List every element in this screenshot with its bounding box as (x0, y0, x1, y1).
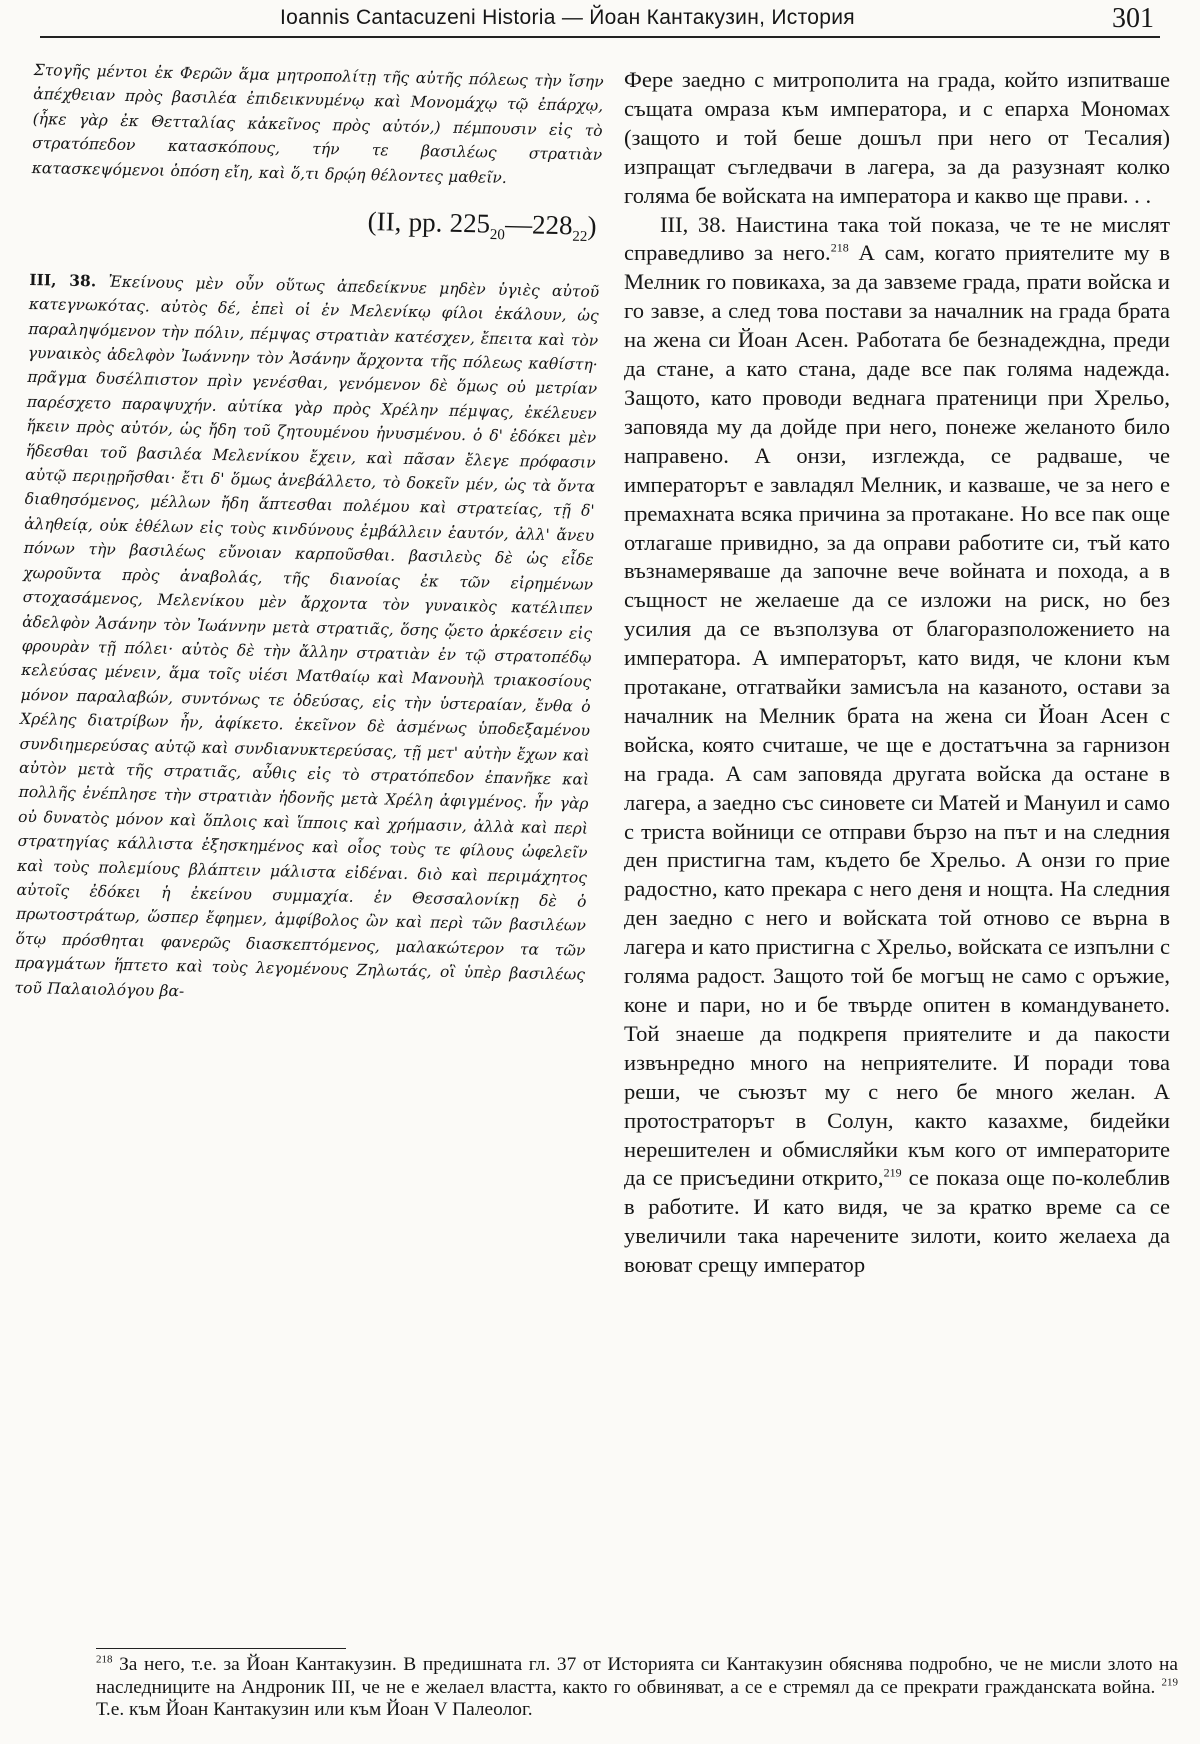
footnote-219-number: 219 (1161, 1676, 1178, 1689)
citation-end: ) (587, 210, 597, 241)
greek-chapter-label: III, 38. (29, 269, 97, 291)
footnote-218-text: За него, т.е. за Йоан Кантакузин. В предишната гл. 37 от Историята си Кантакузин обяснява подробно, че не мисли злото на наследниците на Андроник III, че не е желаел властта, както го обвиняват, а се е стремял да се прекрати гражданската война. (96, 1654, 1178, 1698)
footnote-ref-219: 219 (883, 1165, 902, 1180)
citation-sub-1: 20 (489, 227, 506, 244)
bulgarian-paragraph-2-middle: А сам, когато приятелите му в Мелник го повикаха, за да завземе града, прати войска и го завзе, а след това постави за началник на града брата на жена си Йоан Асен. Работата бе безнадеждна, преди да стане, а като стана, даде все пак голяма надежда. Защото, като проводи веднага пратеници при Хрельо, заповяда му да дойде при него, понеже желаното било направено. А онзи, изглежда, се радваше, че императорът е завладял Мелник, и казваше, че за него е премахната всяка причина за протакане. Но все пак още отлагаше привидно, за да оправи работите си, тъй като възнамеряваше да започне вече войната и похода, а в същност не желаеше да се изложи на риск, но без усилия да се възползува от благоразположението на императора. А императорът, като видя, че клони към протакане, отгатвайки замисъла на казаното, остави за началник на Мелник брата на жена си Йоан Асен с войска, която считаше, че ще е достатъчна за гарнизон на града. А сам заповяда другата войска да остане в лагера, а заедно със синовете си Матей и Мануил и само с триста войници се отправи бързо на път и на следния ден пристигна там, където бе Хрельо. А онзи го прие радостно, като прекара с него деня и нощта. На следния ден заедно с него и войската той отново се върна в лагера и като пристигна с Хрельо, войската се изпълни с голяма радост. Защото той бе могъщ не само с оръжие, коне и пари, но и бе твърде опитен в командуването. Той знаеше да подкрепя приятелите и да пакости извънредно много на неприятелите. И поради това реши, че съюзът му с него бе много желан. А протостраторът в Солун, както казахме, бидейки нерешителен и обмисляйки към кого от императорите да се присъедини открито, (624, 240, 1171, 1191)
greek-paragraph-2 (14, 268, 599, 1012)
footnote-218-number: 218 (96, 1653, 113, 1666)
footnote-divider (96, 1648, 346, 1649)
footnote-219-text: Т.е. към Йоан Кантакузин или към Йоан V Палеолог. (96, 1699, 533, 1720)
running-title: Ioannis Cantacuzeni Historia — Йоан Кантакузин, История (280, 6, 855, 29)
bulgarian-column (624, 66, 1170, 1280)
bulgarian-paragraph-2-end: се показа още по-колеблив в работите. И като видя, че за кратко време са се увеличили така наречените зилоти, които желаеха да воюват срещу император (624, 1165, 1170, 1278)
greek-paragraph-2-text: Ἐκείνους μὲν οὖν οὕτως ἀπεδείκνυε μηδὲν ὑγιὲς αὐτοῦ κατεγνωκότας. αὐτὸς δέ, ἐπεὶ οἱ ἐν Μελενίκῳ φίλοι ἐκάλουν, ὡς παραληψόμενον τὴν πόλιν, πέμψας στρατιὰν κατέσχεν, ἔπειτα καὶ τὸν γυναικὸς ἀδελφὸν Ἰωάννην τὸν Ἀσάνην ἄρχοντα τῆς πόλεως καθίστη· πρᾶγμα δυσέλπιστον πρὶν γενέσθαι, γενόμενον δὲ ὅμως οὐ μετρίαν παρέσχετο παραψυχήν. αὐτίκα γὰρ πρὸς Χρέλην πέμψας, ἐκέλευεν ἥκειν πρὸς αὐτόν, ὡς ἤδη τοῦ ζητουμένου ἠνυσμένου. ὁ δ' ἐδόκει μὲν ἥδεσθαι τοῦ βασιλέα Μελενίκου ἔχειν, καὶ πᾶσαν ἔλεγε πρόφασιν αὐτῷ περιῃρῆσθαι· ἔτι δ' ὅμως ἀνεβάλλετο, τὸ δοκεῖν μέν, ὡς τὰ ὄντα διαθησόμενος, μέλλων ἤδη ἅπτεσθαι πολέμου καὶ στρατείας, τῇ δ' ἀληθείᾳ, οὐκ ἐθέλων εἰς τοὺς κινδύνους ἐμβάλλειν ἑαυτόν, ἀλλ' ἄνευ πόνων τὴν βασιλέως εὔνοιαν καρποῦσθαι. βασιλεὺς δὲ ὡς εἶδε χωροῦντα πρὸς ἀναβολάς, τῆς διανοίας ἐκ τῶν εἰρημένων στοχασάμενος, Μελενίκου μὲν ἄρχοντα τὸν γυναικὸς κατέλιπεν ἀδελφὸν Ἀσάνην τὸν Ἰωάννην μετὰ στρατιᾶς, ὅσης ᾤετο ἀρκέσειν εἰς φρουρὰν τῇ πόλει· αὐτὸς δὲ τὴν ἄλλην στρατιὰν ἐν τῷ στρατοπέδῳ κελεύσας μένειν, ἅμα τοῖς υἱέσι Ματθαίῳ καὶ Μανουὴλ τριακοσίους μόνον παραλαβών, συντόνως τε ὁδεύσας, εἰς τὴν ὑστεραίαν, ἔνθα ὁ Χρέλης διατρίβων ἦν, ἀφίκετο. ἐκεῖνον δὲ ἀσμένως ὑποδεξαμένου συνδιημερεύσας αὐτῷ καὶ συνδιανυκτερεύσας, τῇ μετ' αὐτὴν ἔχων καὶ αὐτὸν μετὰ τῆς στρατιᾶς, αὖθις εἰς τὸ στρατόπεδον ἐπανῆκε καὶ πολλῆς ἐνέπλησε τὴν στρατιὰν ἡδονῆς μετὰ Χρέλη ἀφιγμένος. ἦν γὰρ οὐ δυνατὸς μόνον καὶ ὅπλοις καὶ ἵπποις καὶ χρήμασιν, ἀλλὰ καὶ περὶ στρατηγίας κάλλιστα ἐξησκημένος καὶ οἷος τοὺς τε φίλους ὠφελεῖν καὶ τοὺς πολεμίους βλάπτειν μάλιστα εἰδέναι. διὸ καὶ περιμάχητος αὐτοῖς ἐδόκει ἡ ἐκείνου συμμαχία. ἐν Θεσσαλονίκῃ δὲ ὁ πρωτοστράτωρ, ὥσπερ ἔφημεν, ἀμφίβολος ὢν καὶ περὶ τῶν βασιλέων ὅτῳ πρόσθηται φανερῶς διασκεπτόμενος, μαλακώτερον τα τῶν πραγμάτων ἥπτετο καὶ τοὺς λεγομένους Ζηλωτάς, οἳ ὑπὲρ βασιλέως τοῦ Παλαιολόγου βα- (14, 272, 600, 1000)
citation-sub-2: 22 (572, 228, 588, 246)
footnotes (96, 1654, 1178, 1722)
footnote-ref-218: 218 (830, 240, 849, 255)
footnote-block (96, 1654, 1178, 1722)
greek-column (14, 58, 604, 1012)
citation-dash: —228 (504, 208, 573, 241)
source-citation (30, 202, 597, 250)
page-number: 301 (1112, 3, 1154, 34)
running-header (40, 0, 1160, 38)
bulgarian-paragraph-2-start: III, 38. Наистина така той показа, че те не мислят справедливо за него. (624, 211, 1170, 266)
citation-main: (II, pp. 225 (367, 206, 491, 239)
greek-paragraph-1: Στογῆς μέντοι ἐκ Φερῶν ἅμα μητροπολίτῃ τῆς αὐτῆς πόλεως τὴν ἴσην ἀπέχθειαν πρὸς βασιλέα ἐπιδεικνυμένῳ καὶ Μονομάχῳ τῷ ἐπάρχῳ, (ἧκε γὰρ ἐκ Θετταλίας κἀκεῖνος πρὸς αὐτόν,) πέμπουσιν εἰς τὸ στρατόπεδον κατασκόπους, τήν τε βασιλέως στρατιὰν κατασκεψόμενοι ὁπόση εἴη, καὶ ὅ,τι δρῴη θέλοντες μαθεῖν. (31, 60, 604, 187)
bulgarian-paragraph-2 (624, 211, 1170, 1281)
bulgarian-paragraph-1: Фере заедно с митрополита на града, който изпитваше същата омраза към императора, и с епарха Мономах (защото и той беше дошъл при него от Тесалия) изпращат съгледвачи в лагера, за да разузнаят колко голяма бе войската на императора и какво ще прави. . . (624, 67, 1170, 208)
